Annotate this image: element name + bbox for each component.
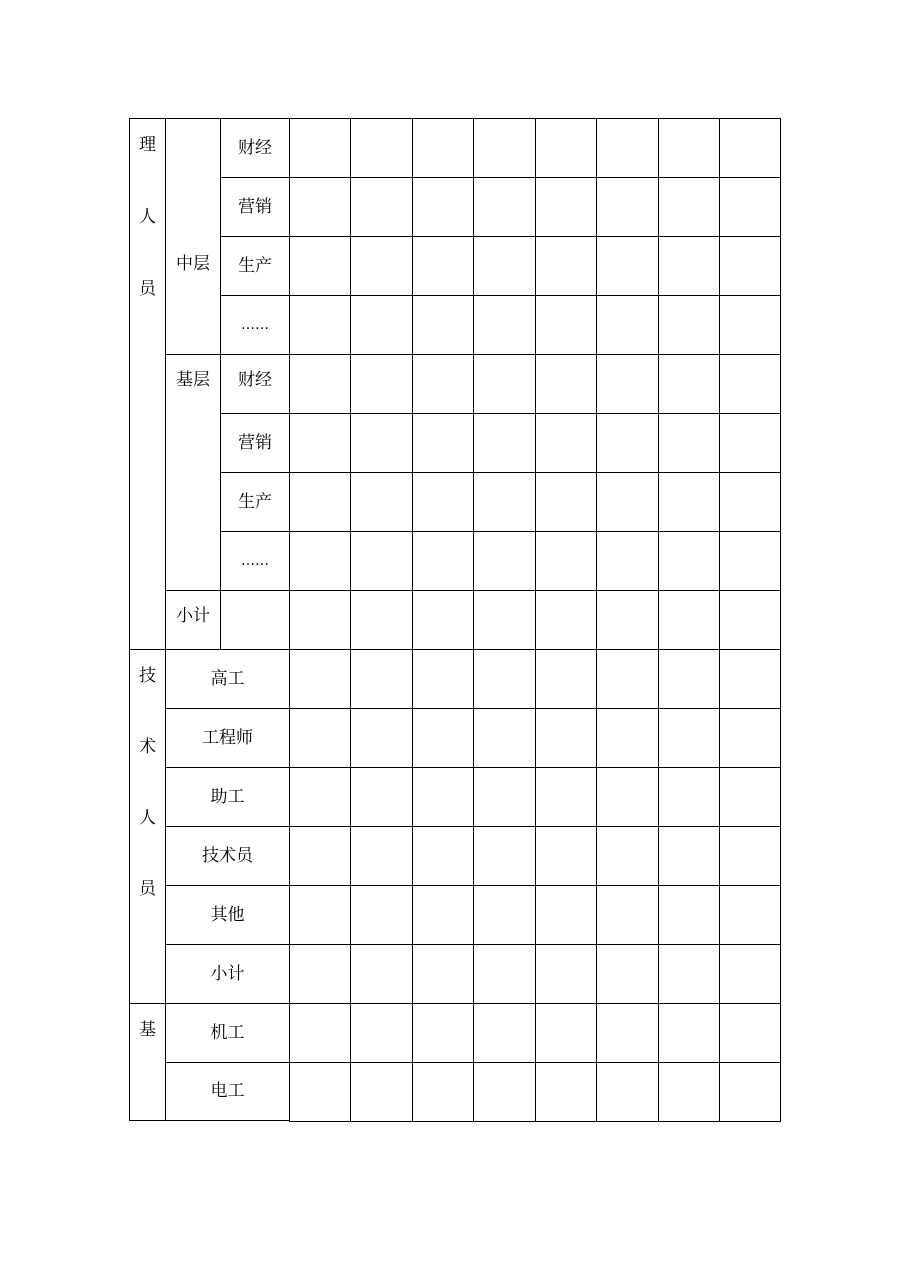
data-cell — [658, 472, 719, 531]
data-cell — [473, 1003, 535, 1062]
data-cell — [473, 826, 535, 885]
data-cell — [350, 354, 412, 413]
data-cell — [289, 177, 350, 236]
title-cell — [165, 767, 289, 826]
data-cell — [535, 826, 596, 885]
data-cell — [473, 944, 535, 1003]
data-cell — [719, 885, 781, 944]
group-cell-technical — [129, 649, 165, 1003]
data-cell — [535, 1062, 596, 1122]
data-cell — [596, 1062, 658, 1122]
data-cell — [412, 472, 473, 531]
data-cell — [350, 295, 412, 354]
data-cell — [658, 649, 719, 708]
data-cell — [596, 767, 658, 826]
data-cell — [658, 354, 719, 413]
data-cell — [719, 944, 781, 1003]
data-cell — [535, 767, 596, 826]
title-cell — [165, 885, 289, 944]
data-cell — [350, 413, 412, 472]
data-cell — [719, 118, 781, 177]
data-cell — [473, 118, 535, 177]
data-cell — [412, 531, 473, 590]
data-cell — [596, 590, 658, 649]
data-cell — [289, 826, 350, 885]
data-cell — [719, 531, 781, 590]
data-cell — [658, 885, 719, 944]
data-cell — [473, 295, 535, 354]
group-char: 人 — [139, 808, 156, 828]
data-cell — [412, 1003, 473, 1062]
data-cell — [658, 590, 719, 649]
group-char: 员 — [139, 279, 156, 299]
dept-cell — [220, 177, 289, 236]
data-cell — [596, 1003, 658, 1062]
data-cell — [350, 177, 412, 236]
data-cell — [658, 531, 719, 590]
data-cell — [658, 767, 719, 826]
group-char: 技 — [139, 666, 156, 686]
data-cell — [596, 236, 658, 295]
title-cell — [165, 944, 289, 1003]
dept-label: 生产 — [238, 491, 272, 512]
data-cell — [596, 354, 658, 413]
group-char: 理 — [139, 135, 156, 155]
title-label: 高工 — [210, 668, 245, 689]
data-cell — [473, 354, 535, 413]
data-cell — [289, 649, 350, 708]
level-label: 基层 — [176, 370, 210, 390]
data-cell — [412, 944, 473, 1003]
empty-cell — [220, 590, 289, 649]
data-cell — [719, 826, 781, 885]
data-cell — [289, 354, 350, 413]
data-cell — [289, 236, 350, 295]
data-cell — [596, 472, 658, 531]
dept-cell — [220, 118, 289, 177]
data-cell — [535, 885, 596, 944]
data-cell — [658, 295, 719, 354]
data-cell — [596, 413, 658, 472]
data-cell — [658, 944, 719, 1003]
data-cell — [289, 1062, 350, 1122]
data-cell — [535, 472, 596, 531]
data-cell — [535, 118, 596, 177]
title-cell — [165, 708, 289, 767]
data-cell — [719, 1003, 781, 1062]
group-cell-basic — [129, 1003, 165, 1121]
title-cell — [165, 649, 289, 708]
group-char: 人 — [139, 207, 156, 227]
data-cell — [289, 1003, 350, 1062]
dept-label: 生产 — [238, 255, 272, 276]
data-cell — [719, 236, 781, 295]
data-cell — [596, 826, 658, 885]
group-cell-management — [129, 118, 165, 649]
data-cell — [596, 649, 658, 708]
data-cell — [473, 1062, 535, 1122]
dept-cell — [220, 472, 289, 531]
data-cell — [412, 767, 473, 826]
data-cell — [719, 590, 781, 649]
data-cell — [596, 177, 658, 236]
data-cell — [350, 1062, 412, 1122]
data-cell — [658, 177, 719, 236]
subtotal-label-cell — [165, 590, 220, 649]
data-cell — [350, 236, 412, 295]
data-cell — [289, 531, 350, 590]
data-cell — [350, 472, 412, 531]
trade-cell — [165, 1062, 289, 1121]
title-label: 助工 — [210, 786, 245, 807]
data-cell — [535, 354, 596, 413]
data-cell — [596, 531, 658, 590]
data-cell — [412, 295, 473, 354]
data-cell — [719, 354, 781, 413]
data-cell — [473, 472, 535, 531]
data-cell — [289, 944, 350, 1003]
data-cell — [473, 531, 535, 590]
level-label: 中层 — [176, 254, 210, 274]
data-cell — [658, 708, 719, 767]
data-cell — [289, 295, 350, 354]
data-cell — [658, 1003, 719, 1062]
data-cell — [350, 708, 412, 767]
subtotal-label: 小计 — [176, 606, 210, 626]
data-cell — [596, 708, 658, 767]
dept-label: …… — [241, 553, 269, 569]
title-cell — [165, 826, 289, 885]
data-cell — [412, 118, 473, 177]
data-cell — [719, 767, 781, 826]
data-cell — [719, 177, 781, 236]
data-cell — [596, 885, 658, 944]
data-cell — [350, 1003, 412, 1062]
data-cell — [473, 885, 535, 944]
dept-cell — [220, 236, 289, 295]
group-char: 术 — [139, 737, 156, 757]
data-cell — [719, 708, 781, 767]
data-cell — [289, 708, 350, 767]
trade-cell — [165, 1003, 289, 1062]
dept-cell — [220, 531, 289, 590]
data-cell — [535, 649, 596, 708]
data-cell — [289, 885, 350, 944]
group-char: 基 — [139, 1020, 156, 1040]
data-cell — [535, 531, 596, 590]
data-cell — [658, 118, 719, 177]
data-cell — [412, 177, 473, 236]
data-cell — [350, 649, 412, 708]
data-cell — [412, 354, 473, 413]
dept-label: 财经 — [238, 137, 272, 158]
data-cell — [289, 118, 350, 177]
group-char: 员 — [139, 879, 156, 899]
data-cell — [412, 885, 473, 944]
data-cell — [412, 649, 473, 708]
data-cell — [289, 413, 350, 472]
data-cell — [289, 472, 350, 531]
data-cell — [719, 1062, 781, 1122]
dept-label: 财经 — [238, 370, 272, 390]
data-cell — [289, 590, 350, 649]
data-cell — [412, 590, 473, 649]
title-label: 小计 — [210, 963, 245, 984]
data-cell — [719, 295, 781, 354]
data-cell — [535, 295, 596, 354]
data-cell — [412, 1062, 473, 1122]
data-cell — [473, 649, 535, 708]
data-cell — [412, 413, 473, 472]
dept-cell — [220, 295, 289, 354]
data-cell — [412, 708, 473, 767]
data-cell — [473, 177, 535, 236]
data-cell — [658, 826, 719, 885]
dept-label: 营销 — [238, 432, 272, 453]
data-cell — [350, 590, 412, 649]
data-cell — [473, 590, 535, 649]
data-cell — [719, 413, 781, 472]
trade-label: 机工 — [210, 1022, 245, 1043]
data-cell — [473, 236, 535, 295]
data-cell — [535, 177, 596, 236]
dept-label: 营销 — [238, 196, 272, 217]
dept-label: …… — [241, 317, 269, 333]
dept-cell — [220, 354, 289, 413]
data-cell — [350, 885, 412, 944]
data-cell — [350, 826, 412, 885]
data-cell — [350, 767, 412, 826]
data-cell — [596, 295, 658, 354]
data-cell — [535, 413, 596, 472]
data-cell — [719, 472, 781, 531]
data-cell — [412, 236, 473, 295]
data-cell — [535, 1003, 596, 1062]
data-cell — [658, 236, 719, 295]
data-cell — [535, 590, 596, 649]
data-cell — [350, 531, 412, 590]
data-cell — [658, 1062, 719, 1122]
data-cell — [719, 649, 781, 708]
data-cell — [535, 944, 596, 1003]
data-cell — [473, 708, 535, 767]
trade-label: 电工 — [210, 1081, 245, 1101]
data-cell — [350, 944, 412, 1003]
data-cell — [289, 767, 350, 826]
title-label: 其他 — [210, 904, 245, 925]
data-cell — [535, 708, 596, 767]
data-cell — [350, 118, 412, 177]
level-cell-base — [165, 354, 220, 590]
data-cell — [596, 944, 658, 1003]
dept-cell — [220, 413, 289, 472]
data-cell — [535, 236, 596, 295]
level-cell-middle — [165, 118, 220, 354]
data-cell — [473, 413, 535, 472]
data-cell — [412, 826, 473, 885]
title-label: 技术员 — [202, 845, 253, 866]
title-label: 工程师 — [202, 727, 253, 748]
data-cell — [473, 767, 535, 826]
data-cell — [658, 413, 719, 472]
data-cell — [596, 118, 658, 177]
